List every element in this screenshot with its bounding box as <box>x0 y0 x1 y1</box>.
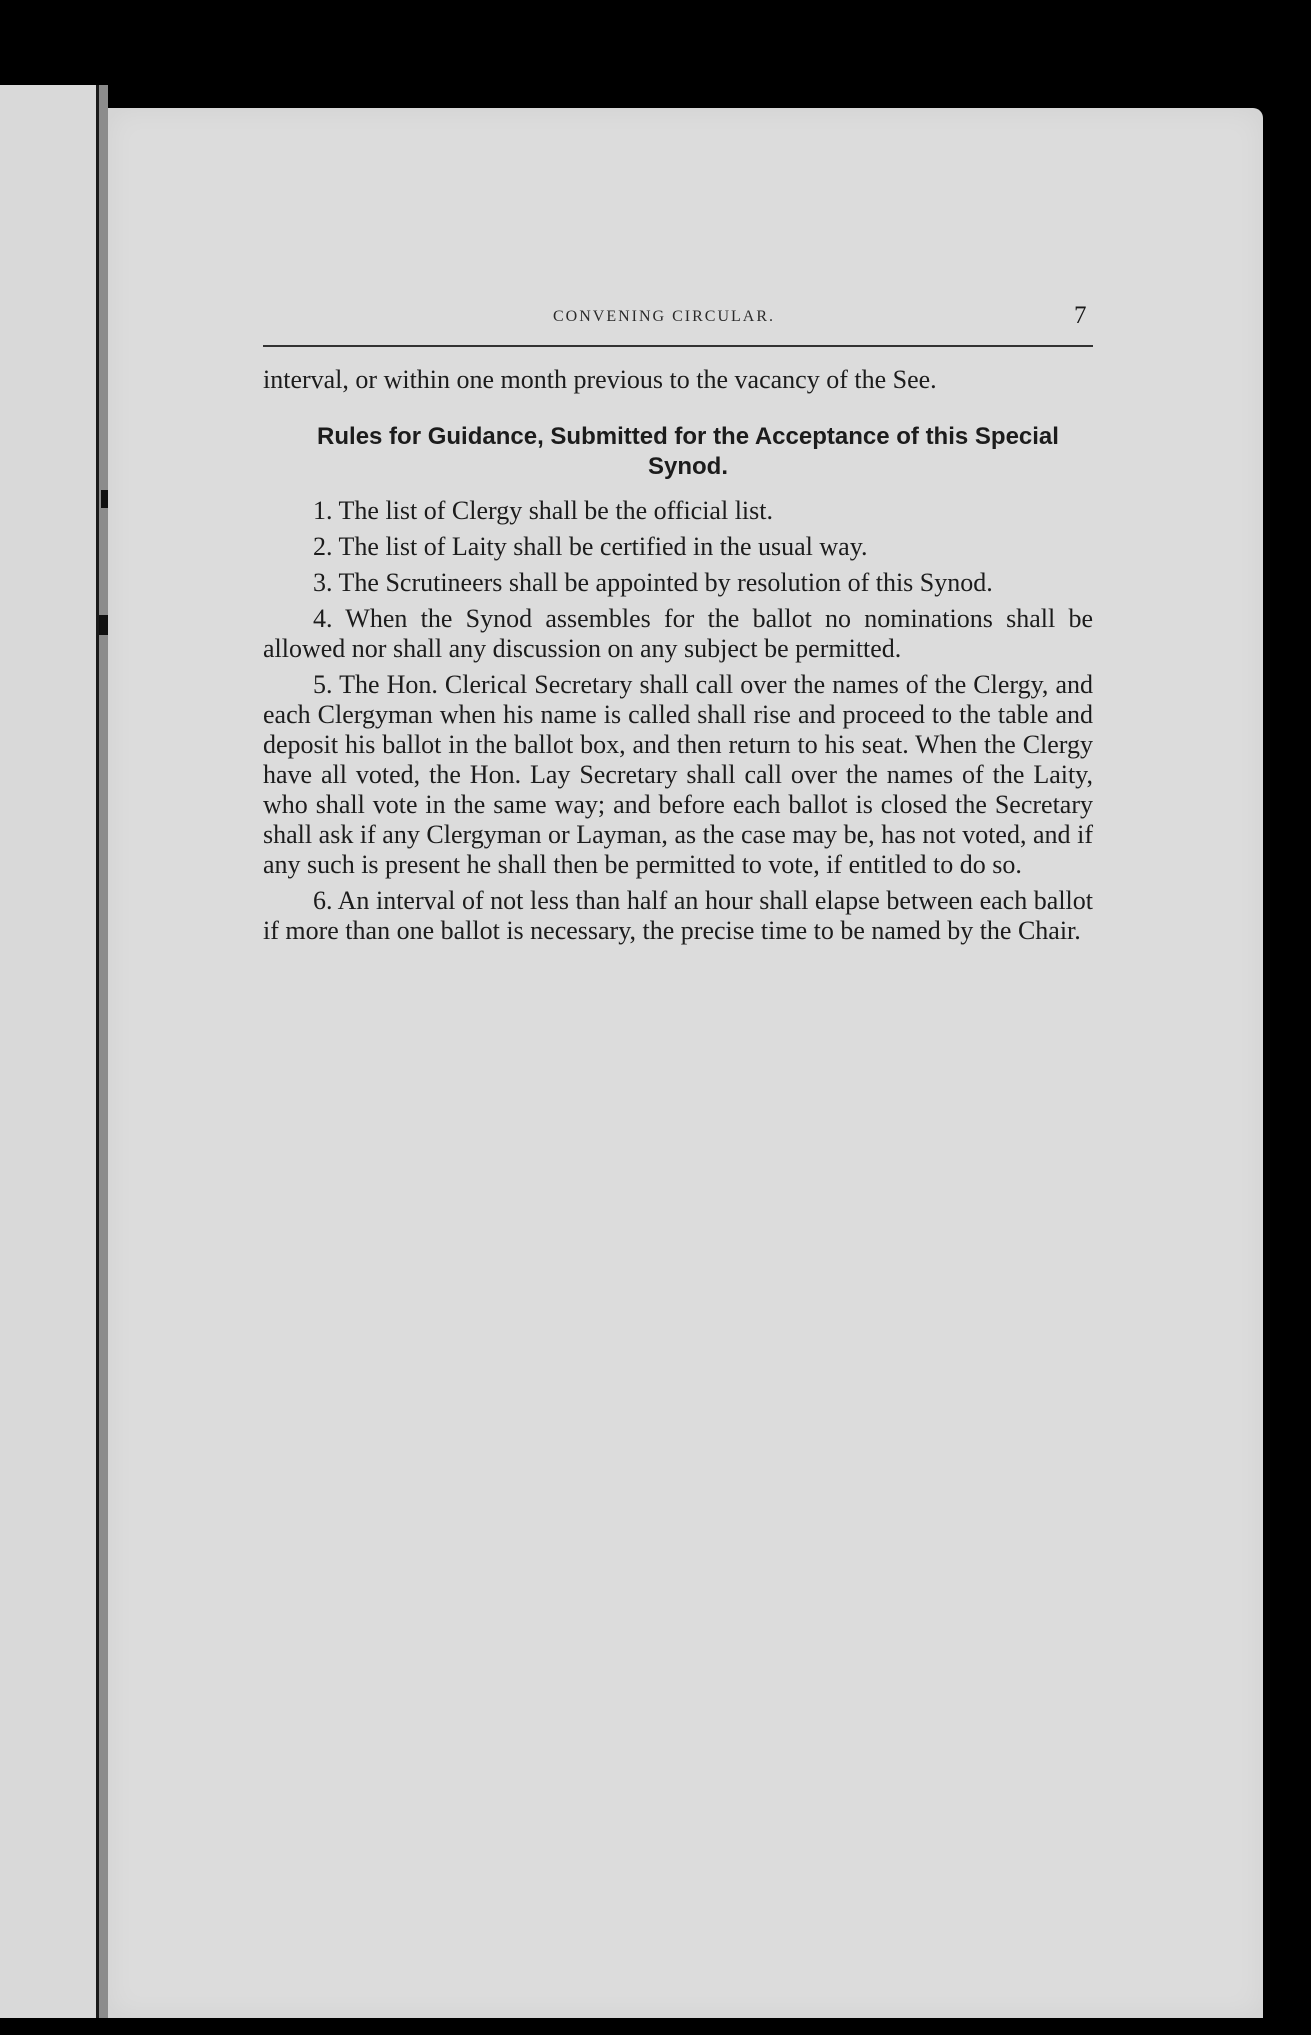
running-head <box>108 296 1263 336</box>
facing-page-margin <box>0 85 96 2018</box>
rule-item: 5. The Hon. Clerical Secretary shall call over the names of the Clergy, and each Clergyman when his name is called shall rise and proceed to the table and deposit his ballot in the ballot box, and then return to his seat. When the Clergy have all voted, the Hon. Lay Secretary shall call over the names of the Laity, who shall vote in the same way; and before each ballot is closed the Secretary shall ask if any Clergyman or Layman, as the case may be, has not voted, and if any such is present he shall then be permitted to vote, if entitled to do so. <box>263 670 1093 879</box>
rule-item: 4. When the Synod assembles for the ballot no nominations shall be allowed nor shall any discussion on any subject be permitted. <box>263 604 1093 663</box>
rule-item: 1. The list of Clergy shall be the official list. <box>313 496 773 525</box>
margin-mark <box>101 490 108 508</box>
facing-page-edge <box>0 85 108 2018</box>
book-page <box>108 108 1263 2018</box>
running-title: CONVENING CIRCULAR. <box>553 308 775 325</box>
rule-item: 6. An interval of not less than half an hour shall elapse between each ballot if more than one ballot is necessary, the precise time to be named by the Chair. <box>263 886 1093 945</box>
section-heading: Rules for Guidance, Submitted for the Acceptance of this Special Synod. <box>317 423 1059 480</box>
rule-item: 2. The list of Laity shall be certified in the usual way. <box>313 532 868 561</box>
page-number: 7 <box>1074 302 1087 329</box>
page-text <box>263 365 1093 952</box>
gutter-line <box>96 85 99 2018</box>
margin-mark <box>99 615 108 635</box>
header-rule <box>263 345 1093 347</box>
continuation-paragraph: interval, or within one month previous to the vacancy of the See. <box>263 365 937 394</box>
rule-item: 3. The Scrutineers shall be appointed by resolution of this Synod. <box>313 568 993 597</box>
